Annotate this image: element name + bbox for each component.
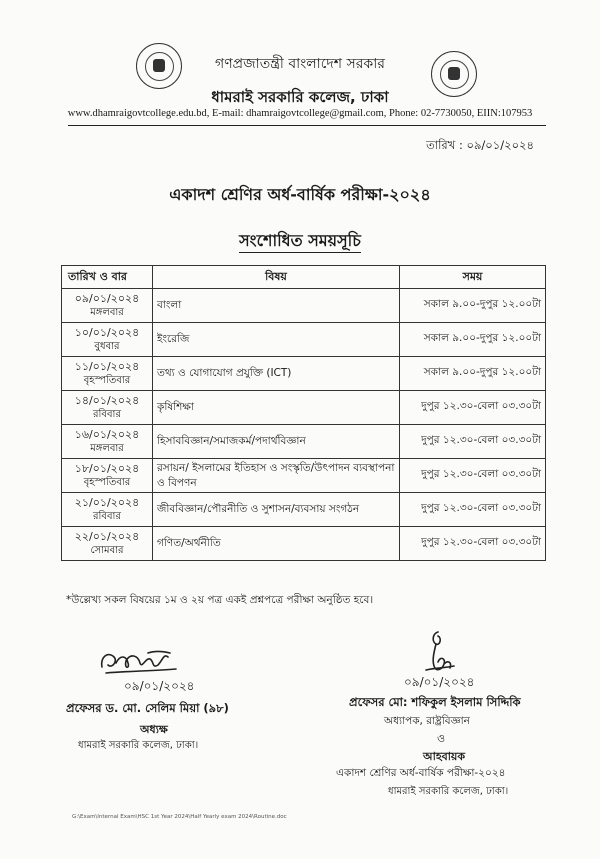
table-row (62, 459, 546, 493)
row-date: ১১/০১/২০২৪ (74, 359, 140, 373)
table-row (62, 425, 546, 459)
row-day: বৃহস্পতিবার (83, 374, 131, 386)
convener-exam: একাদশ শ্রেণির অর্ধ-বার্ষিক পরীক্ষা-২০২৪ (336, 767, 506, 779)
time-cell: সকাল ৯.০০-দুপুর ১২.০০টা (400, 357, 546, 391)
document-subtitle (0, 228, 600, 255)
file-path-footer: G:\Exam\Internal Exam\HSC 1st Year 2024\Half Yearly exam 2024\Routine.doc (72, 814, 287, 820)
date-cell (62, 357, 153, 391)
principal-name: প্রফেসর ড. মো. সেলিম মিয়া (৯৮) (66, 701, 229, 715)
convener-role: আহবায়ক (423, 750, 466, 763)
principal-signature-icon (98, 645, 180, 677)
row-date: ২১/০১/২০২৪ (74, 495, 140, 509)
table-row (62, 323, 546, 357)
subject-cell: রসায়ন/ ইসলামের ইতিহাস ও সংস্কৃতি/উৎপাদন ব্যবস্থাপনা ও বিপণন (153, 459, 400, 493)
college-heading: ধামরাই সরকারি কলেজ, ঢাকা (211, 88, 389, 106)
exam-schedule-table (61, 265, 546, 561)
convener-and: ও (437, 732, 446, 745)
table-row (62, 527, 546, 561)
row-day: রবিবার (93, 408, 121, 420)
header-date: তারিখ ও বার (62, 266, 153, 289)
convener-title: অধ্যাপক, রাষ্ট্রবিজ্ঞান (384, 715, 470, 727)
subject-cell: ইংরেজি (153, 323, 400, 357)
header-time: সময় (400, 266, 546, 289)
convener-name: প্রফেসর মো: শফিকুল ইসলাম সিদ্দিকি (349, 695, 521, 709)
row-date: ২২/০১/২০২৪ (74, 529, 140, 543)
convener-signature-icon (418, 628, 460, 676)
table-row (62, 357, 546, 391)
date-cell (62, 425, 153, 459)
header-divider (68, 125, 546, 126)
table-row (62, 493, 546, 527)
government-heading: গণপ্রজাতন্ত্রী বাংলাদেশ সরকার (215, 56, 385, 72)
date-cell (62, 289, 153, 323)
principal-sign-date: ০৯/০১/২০২৪ (124, 679, 195, 693)
row-day: মঙ্গলবার (90, 306, 124, 318)
subject-cell: জীববিজ্ঞান/পৌরনীতি ও সুশাসন/ব্যবসায় সংগঠন (153, 493, 400, 527)
subject-cell: হিসাববিজ্ঞান/সমাজকর্ম/পদার্থবিজ্ঞান (153, 425, 400, 459)
time-cell: দুপুর ১২.৩০-বেলা ০৩.৩০টা (400, 493, 546, 527)
date-cell (62, 391, 153, 425)
time-cell: দুপুর ১২.৩০-বেলা ০৩.৩০টা (400, 527, 546, 561)
contact-line: www.dhamraigovtcollege.edu.bd, E-mail: dhamraigovtcollege@gmail.com, Phone: 02-7730050, EIIN:107953 (67, 108, 533, 119)
table-row (62, 289, 546, 323)
header-subject: বিষয় (153, 266, 400, 289)
table-header-row (62, 266, 546, 289)
time-cell: দুপুর ১২.৩০-বেলা ০৩.৩০টা (400, 425, 546, 459)
principal-title: অধ্যক্ষ (140, 723, 168, 736)
time-cell: সকাল ৯.০০-দুপুর ১২.০০টা (400, 289, 546, 323)
row-date: ১০/০১/২০২৪ (74, 325, 140, 339)
row-date: ১৮/০১/২০২৪ (74, 461, 140, 475)
convener-sign-date: ০৯/০১/২০২৪ (404, 675, 475, 689)
subject-cell: কৃষিশিক্ষা (153, 391, 400, 425)
date-cell (62, 527, 153, 561)
subject-cell: বাংলা (153, 289, 400, 323)
subtitle-text: সংশোধিত সময়সূচি (239, 231, 361, 253)
row-day: বুধবার (94, 340, 120, 352)
subject-cell: গণিত/অর্থনীতি (153, 527, 400, 561)
row-day: বৃহস্পতিবার (83, 476, 131, 488)
date-cell (62, 323, 153, 357)
subject-cell: তথ্য ও যোগাযোগ প্রযুক্তি (ICT) (153, 357, 400, 391)
principal-institution: ধামরাই সরকারি কলেজ, ঢাকা। (78, 740, 199, 751)
time-cell: দুপুর ১২.৩০-বেলা ০৩.৩০টা (400, 391, 546, 425)
document-date: তারিখ : ০৯/০১/২০২৪ (426, 138, 534, 152)
date-cell (62, 459, 153, 493)
time-cell: দুপুর ১২.৩০-বেলা ০৩.৩০টা (400, 459, 546, 493)
date-cell (62, 493, 153, 527)
row-day: মঙ্গলবার (90, 442, 124, 454)
row-day: সোমবার (90, 544, 124, 556)
row-date: ১৪/০১/২০২৪ (74, 393, 140, 407)
row-day: রবিবার (93, 510, 121, 522)
table-row (62, 391, 546, 425)
row-date: ১৬/০১/২০২৪ (74, 427, 140, 441)
row-date: ০৯/০১/২০২৪ (74, 291, 140, 305)
convener-institution: ধামরাই সরকারি কলেজ, ঢাকা। (388, 786, 509, 797)
time-cell: সকাল ৯.০০-দুপুর ১২.০০টা (400, 323, 546, 357)
document-title: একাদশ শ্রেণির অর্ধ-বার্ষিক পরীক্ষা-২০২৪ (169, 185, 431, 204)
footnote: *উল্লেখ্য সকল বিষয়ের ১ম ও ২য় পত্র একই প্রশ্নপত্রে পরীক্ষা অনুষ্ঠিত হবে। (66, 594, 374, 606)
